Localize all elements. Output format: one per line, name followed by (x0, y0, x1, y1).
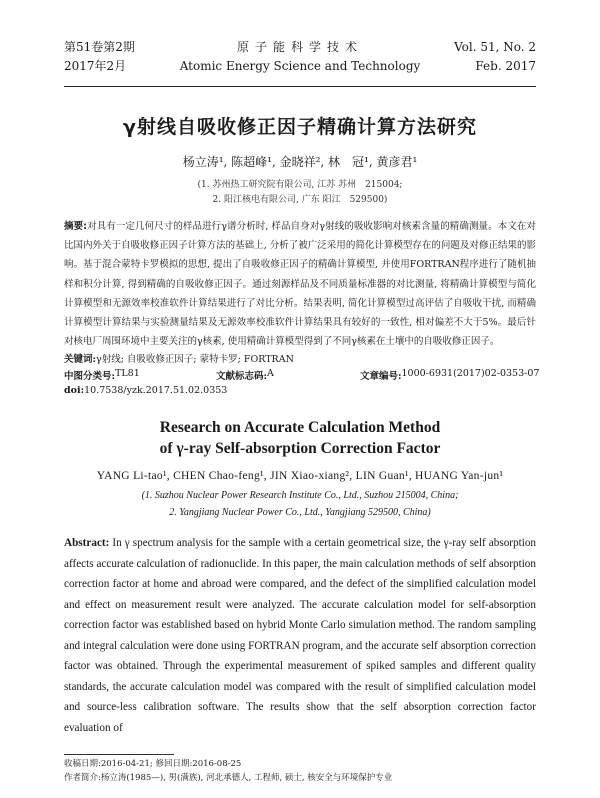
abstract-text-cn: 对具有一定几何尺寸的样品进行γ谱分析时, 样品自身对γ射线的吸收影响对核素含量的精确测量。本文在对比国内外关于自吸收修正因子计算方法的基础上, 分析了被广泛采用的简化计算模型存在的问题及对修正结果的影响。基于混合蒙特卡罗模拟的思想, 提出了自吸收修正因子的精确计算模型, 并使用FORTRAN程序进行了随机抽样和积分计算, 得到精确的自吸收修正因子。通过刻源样品及不同质量标准器的对比测量, 将精确计算模型与简化计算模型和无源效率校准软件计算结果进行了对比分析。结果表明, 简化计算模型过高评估了自吸收干扰, 而精确计算模型计算结果与实验测量结果及无源效率校准软件计算结果具有较好的一致性, 相对偏差不大于5%。最后针对核电厂周围环境中主要关注的γ核素, 使用精确计算模型得到了不同γ核素在土壤中的自吸收修正因子。 (64, 221, 536, 348)
clc-label: 中图分类号: (64, 371, 116, 382)
journal-name-en: Atomic Energy Science and Technology (179, 59, 421, 73)
paper-title-en-line2: of γ-ray Self-absorption Correction Factor (159, 440, 441, 457)
clc-value: TL81 (115, 368, 140, 379)
journal-header (64, 38, 536, 82)
footnote-received: 收稿日期:2016-04-21; 修回日期:2016-08-25 (64, 759, 242, 769)
authors-cn: 杨立涛¹, 陈超峰¹, 金晓祥², 林 冠¹, 黄彦君¹ (182, 155, 418, 169)
abstract-label-en: Abstract: (64, 537, 110, 549)
keywords-cn (64, 351, 536, 365)
doi (64, 385, 536, 396)
doi-value: 10.7538/yzk.2017.51.02.0353 (84, 385, 228, 396)
affiliation-en-1: (1. Suzhou Nuclear Power Research Institute Co., Ltd., Suzhou 215004, China; (141, 490, 459, 501)
abstract-label-cn: 摘要: (64, 221, 87, 232)
document-code (216, 368, 274, 382)
article-number-label: 文章编号: (360, 371, 402, 382)
header-divider (64, 86, 536, 87)
authors-en: YANG Li-tao¹, CHEN Chao-feng¹, JIN Xiao-xiang², LIN Guan¹, HUANG Yan-jun¹ (96, 470, 504, 482)
footnote-author-bio: 作者简介:杨立涛(1985—), 男(满族), 河北承德人, 工程师, 硕士, 核安全与环境保护专业 (64, 773, 393, 783)
article-number-value: 1000-6931(2017)02-0353-07 (401, 368, 540, 379)
affiliation-cn-1: (1. 苏州热工研究院有限公司, 江苏 苏州 215004; (197, 180, 403, 190)
keywords-text: γ射线; 自吸收修正因子; 蒙特卡罗; FORTRAN (96, 354, 294, 365)
article-number (360, 368, 540, 382)
issue-info-en (454, 38, 536, 76)
document-code-value: A (267, 368, 274, 379)
footnote-divider (64, 754, 174, 755)
abstract-en (64, 533, 536, 738)
journal-name-cn: 原子能科学技术 (236, 40, 363, 54)
abstract-cn (64, 217, 536, 351)
abstract-text-en: In γ spectrum analysis for the sample with a certain geometrical size, the γ-ray self absorption affects accurate calculation of radionuclide. In this paper, the main calculation methods of self absorption correction factor at home and abroad were compared, and the defect of the simplified calculation model and effect on measurement result were analyzed. The accurate calculation model for self-absorption correction factor was established based on hybrid Monte Carlo simulation method. The random sampling and integral calculation were done using FORTRAN program, and the accurate self absorption correction factor was obtained. Through the experimental measurement of spiked samples and different quality standards, the accurate calculation model was compared with the result of simplified calculation model and source-less calibration software. The results show that the self absorption correction factor evaluation of (64, 537, 537, 734)
publication-date-en: Feb. 2017 (475, 59, 536, 73)
publication-date: 2017年2月 (64, 59, 127, 73)
affiliation-cn-2: 2. 阳江核电有限公司, 广东 阳江 529500) (212, 195, 388, 205)
clc-code (64, 368, 140, 382)
volume-issue: 第51卷第2期 (64, 40, 135, 54)
paper-title-en-line1: Research on Accurate Calculation Method (159, 419, 441, 436)
volume-issue-en: Vol. 51, No. 2 (454, 40, 536, 54)
document-code-label: 文献标志码: (216, 371, 268, 382)
doi-label: doi: (64, 385, 85, 396)
keywords-label: 关键词: (64, 354, 97, 365)
affiliation-en-2: 2. Yangjiang Nuclear Power Co., Ltd., Yangjiang 529500, China) (169, 507, 431, 518)
paper-title-cn: γ射线自吸收修正因子精确计算方法研究 (123, 116, 477, 138)
